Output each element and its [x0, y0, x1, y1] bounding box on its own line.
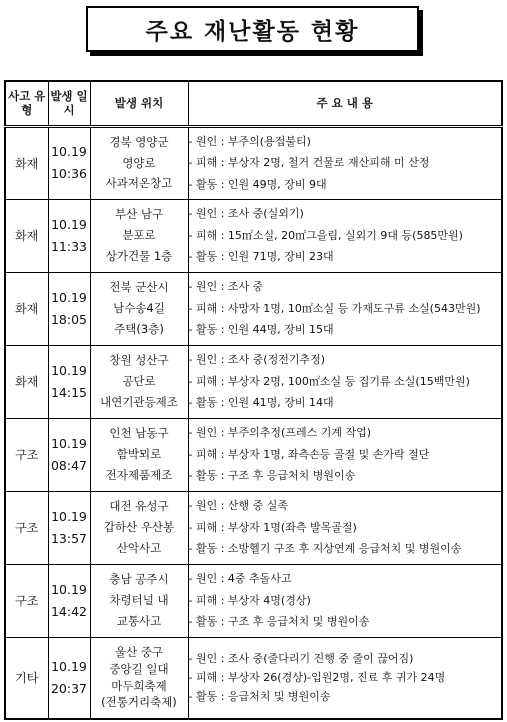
detail-cause: - 원인 : 산행 중 실족 [188, 499, 289, 513]
incident-type-cell: 구조 [5, 564, 48, 637]
detail-cause: - 원인 : 부주의(용접불티) [188, 134, 311, 148]
incident-date: 10.19 [51, 581, 87, 597]
incident-time: 14:42 [50, 603, 88, 619]
detail-activity: - 활동 : 인원 49명, 장비 9대 [188, 177, 327, 191]
incident-location-cell [90, 418, 188, 491]
incident-date: 10.19 [51, 362, 87, 378]
incident-datetime-cell [48, 126, 90, 199]
incident-datetime-cell [48, 637, 90, 719]
incident-date: 10.19 [51, 658, 87, 674]
incident-datetime-cell [48, 199, 90, 272]
location-line: 주택(3층) [114, 321, 164, 336]
incident-details-cell [188, 564, 502, 637]
location-line: 분포로 [122, 228, 156, 243]
incident-details-cell [188, 126, 502, 199]
location-line: 차령터널 내 [109, 593, 169, 608]
incident-time: 13:57 [50, 530, 88, 546]
location-line: (전통거리축제) [101, 695, 177, 710]
incident-location-cell [90, 345, 188, 418]
incident-type-cell: 화재 [5, 345, 48, 418]
table-row [5, 126, 502, 199]
incident-date: 10.19 [51, 144, 87, 160]
incident-datetime-cell [48, 491, 90, 564]
location-line: 중앙길 일대 [109, 662, 169, 677]
page-title: 주요 재난활동 현황 [145, 17, 360, 45]
location-line: 상가건물 1층 [105, 248, 173, 263]
incident-type-cell: 화재 [5, 199, 48, 272]
detail-cause: - 원인 : 조사 중(정전기추정) [188, 353, 326, 367]
incident-datetime-cell [48, 418, 90, 491]
incident-type-cell: 화재 [5, 272, 48, 345]
header-type: 사고 유형 [5, 81, 48, 126]
location-line: 부산 남구 [114, 207, 164, 222]
incident-date: 10.19 [51, 289, 87, 305]
detail-cause: - 원인 : 조사 중(줄다리기 진행 중 줄이 끊어짐) [188, 651, 414, 665]
incident-time: 11:33 [50, 238, 88, 254]
location-line: 공단로 [122, 374, 156, 389]
incident-location-cell [90, 637, 188, 719]
incident-type-cell: 구조 [5, 418, 48, 491]
location-line: 인천 남동구 [109, 426, 169, 441]
incident-date: 10.19 [51, 508, 87, 524]
detail-damage: - 피해 : 부상자 2명, 철거 건물로 재산피해 미 산정 [188, 156, 430, 170]
location-line: 경북 영양군 [109, 134, 169, 149]
location-line: 남수송4길 [113, 301, 165, 316]
location-line: 창원 성산구 [109, 353, 169, 368]
detail-activity: - 활동 : 구조 후 응급처치 병원이송 [188, 469, 356, 483]
incident-details-cell [188, 345, 502, 418]
detail-activity: - 활동 : 인원 44명, 장비 15대 [188, 323, 334, 337]
incident-location-cell [90, 126, 188, 199]
detail-cause: - 원인 : 부주의추정(프레스 기계 작업) [188, 426, 372, 440]
incident-datetime-cell [48, 272, 90, 345]
incident-details-cell [188, 199, 502, 272]
incident-type-cell: 화재 [5, 126, 48, 199]
table-row [5, 199, 502, 272]
detail-activity: - 활동 : 소방헬기 구조 후 지상연계 응급처치 및 병원이송 [188, 542, 462, 556]
table-header-row [5, 81, 502, 126]
table-row [5, 345, 502, 418]
table-row [5, 272, 502, 345]
location-line: 영양로 [122, 155, 156, 170]
incident-details-cell [188, 637, 502, 719]
location-line: 산악사고 [116, 540, 162, 555]
location-line: 대전 유성구 [109, 499, 169, 514]
incident-location-cell [90, 491, 188, 564]
incident-location-cell [90, 272, 188, 345]
detail-cause: - 원인 : 조사 중(실외기) [188, 207, 304, 221]
incident-time: 14:15 [50, 384, 88, 400]
incident-type-cell: 구조 [5, 491, 48, 564]
incident-details-cell [188, 418, 502, 491]
detail-activity: - 활동 : 구조 후 응급처치 및 병원이송 [188, 615, 370, 629]
title-box [86, 6, 419, 52]
incident-location-cell [90, 564, 188, 637]
location-line: 전자제품제조 [105, 467, 173, 482]
detail-damage: - 피해 : 부상자 26(경상)-입원2명, 진료 후 귀가 24명 [188, 671, 446, 685]
table-row [5, 564, 502, 637]
location-line: 울산 중구 [114, 645, 164, 660]
detail-damage: - 피해 : 부상자 2명, 100㎡소실 등 집기류 소실(15백만원) [188, 374, 470, 388]
incident-date: 10.19 [51, 435, 87, 451]
detail-activity: - 활동 : 인원 71명, 장비 23대 [188, 250, 334, 264]
location-line: 함박뫼로 [116, 447, 162, 462]
location-line: 갑하산 우산봉 [103, 520, 175, 535]
detail-damage: - 피해 : 부상자 1명, 좌측손등 골절 및 손가락 절단 [188, 447, 430, 461]
location-line: 전북 군산시 [109, 280, 169, 295]
incident-type-cell: 기타 [5, 637, 48, 719]
incident-time: 18:05 [50, 311, 88, 327]
location-line: 사과저온창고 [105, 176, 173, 191]
header-location: 발생 위치 [90, 81, 188, 126]
incident-details-cell [188, 272, 502, 345]
table-row [5, 418, 502, 491]
incident-time: 08:47 [50, 457, 88, 473]
incident-location-cell [90, 199, 188, 272]
location-line: 내연기관등제조 [100, 394, 178, 409]
detail-damage: - 피해 : 사망자 1명, 10㎡소실 등 가재도구류 소실(543만원) [188, 301, 481, 315]
detail-cause: - 원인 : 조사 중 [188, 280, 264, 294]
location-line: 교통사고 [116, 613, 162, 628]
incident-time: 20:37 [50, 680, 88, 696]
location-line: 마두희축제 [111, 678, 167, 693]
header-date: 발생 일시 [48, 81, 90, 126]
detail-damage: - 피해 : 부상자 4명(경상) [188, 593, 311, 607]
incident-time: 10:36 [50, 166, 88, 181]
detail-activity: - 활동 : 인원 41명, 장비 14대 [188, 396, 334, 410]
detail-activity: - 활동 : 응급처치 및 병원이송 [188, 690, 331, 704]
incident-details-cell [188, 491, 502, 564]
detail-damage: - 피해 : 부상자 1명(좌측 발목골절) [188, 520, 357, 534]
incident-datetime-cell [48, 564, 90, 637]
disaster-activity-table [4, 80, 503, 720]
detail-cause: - 원인 : 4중 추돌사고 [188, 572, 292, 586]
header-details: 주 요 내 용 [188, 81, 502, 126]
incident-date: 10.19 [51, 216, 87, 232]
table-row [5, 637, 502, 719]
table-row [5, 491, 502, 564]
location-line: 충남 공주시 [109, 572, 169, 587]
incident-datetime-cell [48, 345, 90, 418]
detail-damage: - 피해 : 15㎡소실, 20㎡그을림, 실외기 9대 등(585만원) [188, 228, 463, 242]
